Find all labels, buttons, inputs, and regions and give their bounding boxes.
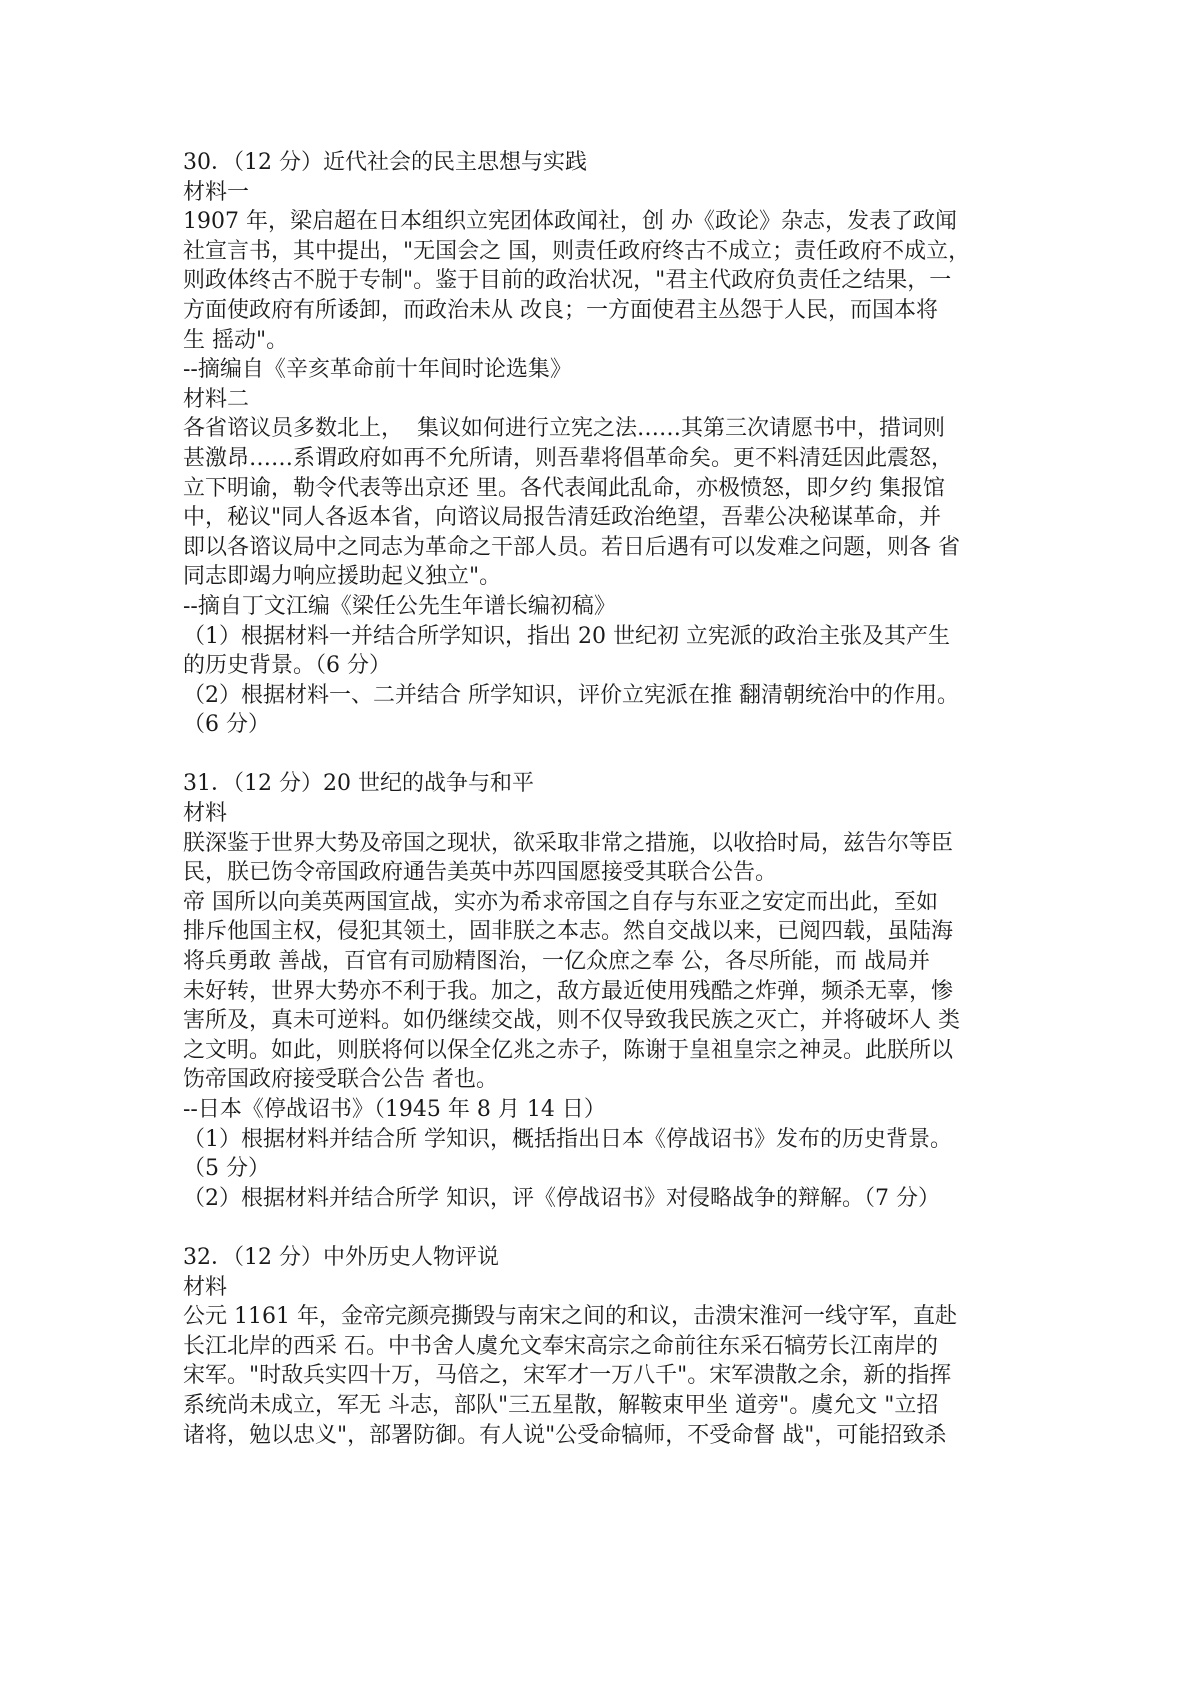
- material-line: 饬帝国政府接受联合公告 者也。: [183, 1067, 498, 1093]
- material-2-title: 材料二: [183, 386, 250, 412]
- material-line: 公元 1161 年，金帝完颜亮撕毁与南宋之间的和议，击溃宋淮河一线守军，直赴: [183, 1304, 957, 1330]
- material-source: --日本《停战诏书》（1945 年 8 月 14 日）: [183, 1097, 606, 1122]
- material-2-line: 各省谘议员多数北上， 集议如何进行立宪之法……其第三次请愿书中，措词则: [183, 416, 945, 442]
- question-32-heading: 32．（12 分）中外历史人物评说: [183, 1244, 499, 1270]
- material-line: 诸将，勉以忠义"，部署防御。有人说"公受命犒师，不受命督 战"，可能招致杀: [183, 1422, 947, 1448]
- material-line: 民，朕已饬令帝国政府通告美英中苏四国愿接受其联合公告。: [183, 860, 778, 886]
- section-gap: [183, 740, 1033, 770]
- material-2-line: 立下明谕，勒令代表等出京还 里。各代表闻此乱命，亦极愤怒，即夕约 集报馆: [183, 475, 945, 501]
- sub-question-line: 的历史背景。（6 分）: [183, 653, 391, 679]
- sub-question-line: （5 分）: [183, 1156, 270, 1182]
- material-1-title: 材料一: [183, 179, 250, 205]
- material-2-line: 同志即竭力响应援助起义独立"。: [183, 564, 502, 590]
- material-line: 未好转，世界大势亦不利于我。加之，敌方最近使用残酷之炸弹，频杀无辜，惨: [183, 978, 954, 1004]
- material-line: 之文明。如此，则朕将何以保全亿兆之赤子，陈谢于皇祖皇宗之神灵。此朕所以: [183, 1037, 954, 1063]
- material-2-line: 中，秘议"同人各返本省，向谘议局报告清廷政治绝望，吾辈公决秘谋革命，并: [183, 505, 942, 531]
- material-1-line: 1907 年，梁启超在日本组织立宪团体政闻社，创 办《政论》杂志，发表了政闻: [183, 209, 957, 235]
- exam-page: [183, 148, 1033, 1450]
- material-title: 材料: [183, 1274, 228, 1300]
- question-30-heading: 30．（12 分）近代社会的民主思想与实践: [183, 150, 587, 175]
- material-title: 材料: [183, 801, 228, 827]
- material-line: 将兵勇敢 善战，百官有司励精图治，一亿众庶之奉 公，各尽所能，而 战局并: [183, 949, 930, 975]
- material-line: 害所及，真未可逆料。如仍继续交战，则不仅导致我民族之灭亡，并将破坏人 类: [183, 1008, 960, 1034]
- material-line: 系统尚未成立，军无 斗志，部队"三五星散，解鞍束甲坐 道旁"。虞允文 "立招: [183, 1392, 939, 1418]
- material-1-line: 方面使政府有所诿卸，而政治未从 改良；一方面使君主丛怨于人民，而国本将: [183, 297, 938, 323]
- material-1-line: 则政体终古不脱于专制"。鉴于目前的政治状况，"君主代政府负责任之结果，一: [183, 268, 952, 294]
- sub-question-line: （6 分）: [183, 712, 270, 738]
- material-1-line: 社宣言书，其中提出，"无国会之 国，则责任政府终古不成立；责任政府不成立，: [183, 238, 971, 264]
- sub-question-line: （2）根据材料并结合所学 知识，评《停战诏书》对侵略战争的辩解。（7 分）: [183, 1185, 940, 1211]
- question-32: [183, 1243, 1033, 1450]
- material-2-source: --摘自丁文江编《梁任公先生年谱长编初稿》: [183, 593, 616, 619]
- question-30: [183, 148, 1033, 740]
- material-line: 排斥他国主权，侵犯其领土，固非朕之本志。然自交战以来，已阅四载，虽陆海: [183, 919, 954, 945]
- material-line: 长江北岸的西采 石。中书舍人虞允文奉宋高宗之命前往东采石犒劳长江南岸的: [183, 1333, 938, 1359]
- sub-question-line: （2）根据材料一、二并结合 所学知识，评价立宪派在推 翻清朝统治中的作用。: [183, 682, 959, 708]
- material-1-line: 生 摇动"。: [183, 327, 289, 353]
- question-31: [183, 769, 1033, 1213]
- material-2-line: 即以各谘议局中之同志为革命之干部人员。若日后遇有可以发难之问题，则各 省: [183, 534, 960, 560]
- material-line: 宋军。"时敌兵实四十万，马倍之，宋军才一万八千"。宋军溃散之余，新的指挥: [183, 1363, 952, 1389]
- sub-question-line: （1）根据材料并结合所 学知识，概括指出日本《停战诏书》发布的历史背景。: [183, 1126, 952, 1152]
- question-31-heading: 31．（12 分）20 世纪的战争与和平: [183, 771, 534, 797]
- material-1-source: --摘编自《辛亥革命前十年间时论选集》: [183, 357, 572, 383]
- material-2-line: 甚激昂……系谓政府如再不允所请，则吾辈将倡革命矣。更不料清廷因此震怒，: [183, 445, 954, 471]
- material-line: 帝 国所以向美英两国宣战，实亦为希求帝国之自存与东亚之安定而出此，至如: [183, 889, 938, 915]
- sub-question-line: （1）根据材料一并结合所学知识，指出 20 世纪初 立宪派的政治主张及其产生: [183, 623, 950, 649]
- section-gap: [183, 1213, 1033, 1243]
- material-line: 朕深鉴于世界大势及帝国之现状，欲采取非常之措施，以收拾时局，兹告尔等臣: [183, 830, 954, 856]
